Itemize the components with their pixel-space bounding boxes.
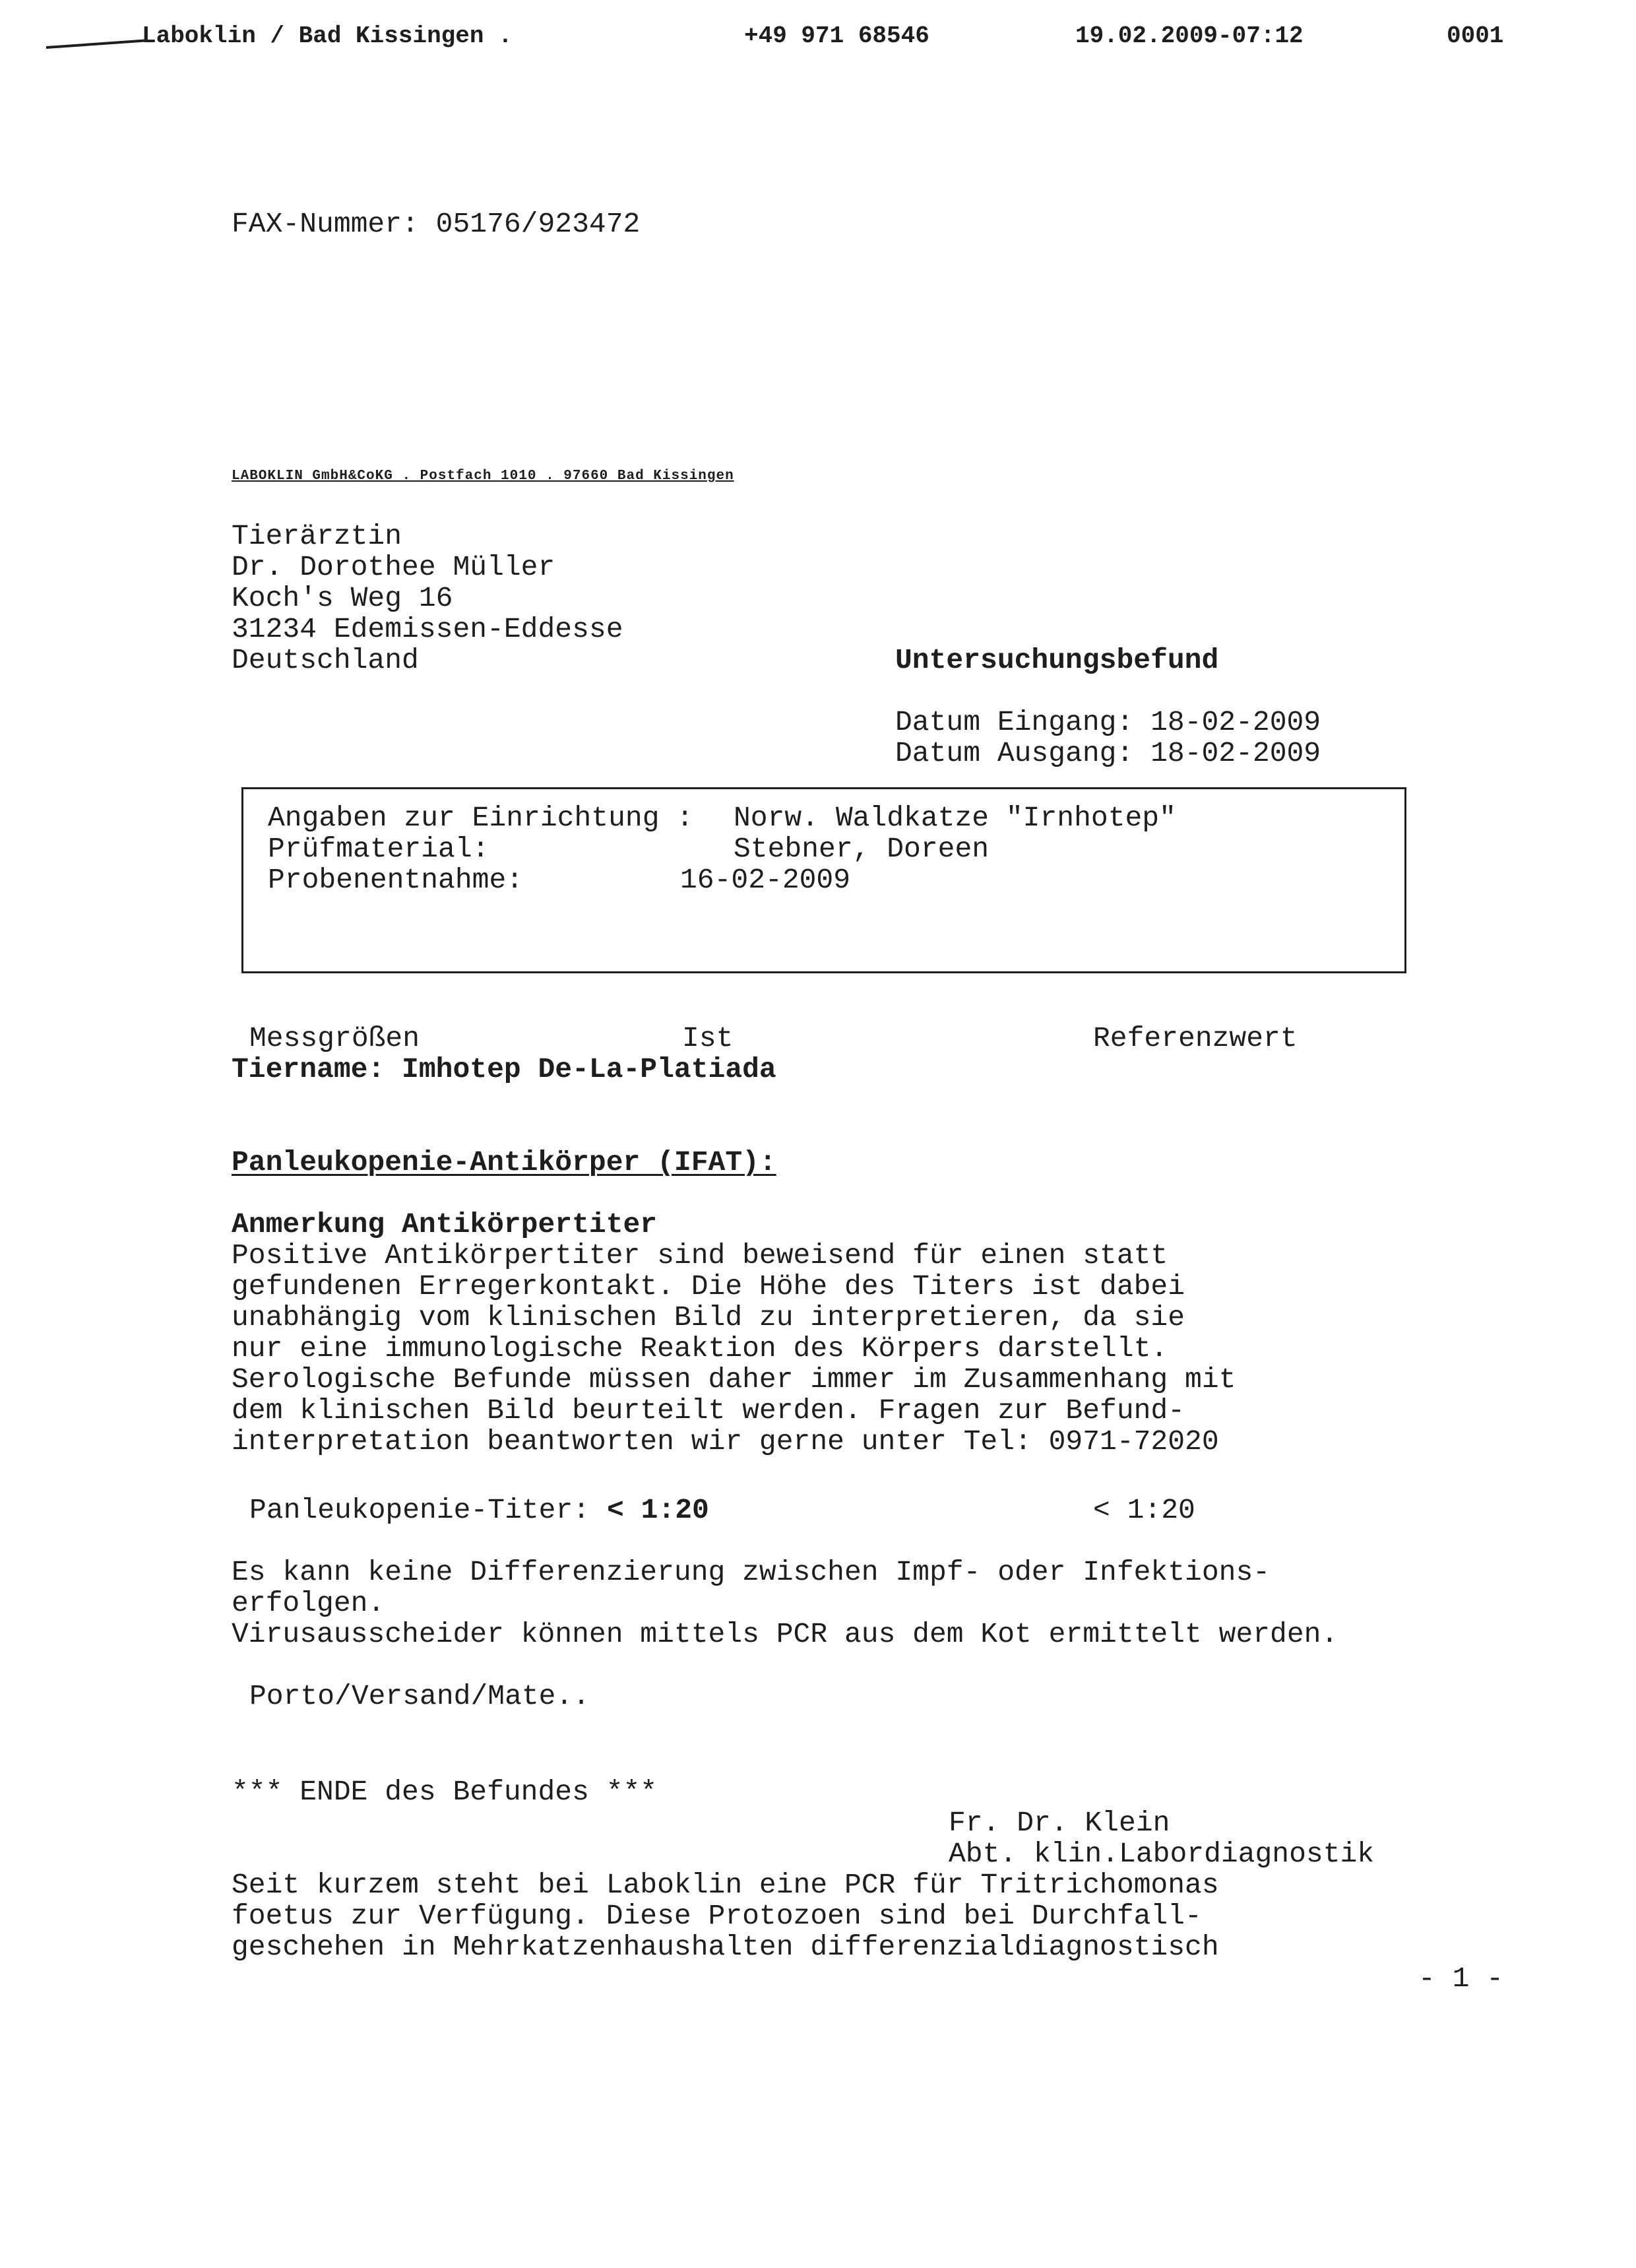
fax-header-phone: +49 971 68546 xyxy=(744,22,929,49)
recipient-line: Dr. Dorothee Müller xyxy=(232,551,555,583)
shipping-line: Porto/Versand/Mate.. xyxy=(249,1680,590,1712)
fax-header-page-number: 0001 xyxy=(1447,22,1504,49)
section-title: Panleukopenie-Antikörper (IFAT): xyxy=(232,1146,776,1179)
recipient-line: Deutschland xyxy=(232,644,419,676)
note-line: nur eine immunologische Reaktion des Körpers darstellt. xyxy=(232,1332,1168,1365)
sender-address-line: LABOKLIN GmbH&CoKG . Postfach 1010 . 97660 Bad Kissingen xyxy=(232,469,734,484)
note-line: dem klinischen Bild beurteilt werden. Fragen zur Befund- xyxy=(232,1394,1185,1427)
result-value: < 1:20 xyxy=(607,1494,709,1526)
fax-number: FAX-Nummer: 05176/923472 xyxy=(232,208,641,240)
fax-header-sender: Laboklin / Bad Kissingen . xyxy=(142,22,513,49)
pen-stroke-mark xyxy=(46,40,145,49)
column-header-actual: Ist xyxy=(682,1022,734,1054)
recipient-line: Tierärztin xyxy=(232,520,402,552)
animal-name: Tiername: Imhotep De-La-Platiada xyxy=(232,1053,776,1085)
signature-department: Abt. klin.Labordiagnostik xyxy=(949,1838,1375,1870)
note-line: Serologische Befunde müssen daher immer im Zusammenhang mit xyxy=(232,1363,1236,1396)
recipient-line: 31234 Edemissen-Eddesse xyxy=(232,613,623,645)
footer-line: Seit kurzem steht bei Laboklin eine PCR für Tritrichomonas xyxy=(232,1869,1219,1901)
followup-line: erfolgen. xyxy=(232,1587,385,1619)
end-marker: *** ENDE des Befundes *** xyxy=(232,1776,658,1808)
column-header-measure: Messgrößen xyxy=(249,1022,420,1054)
info-value-material: Stebner, Doreen xyxy=(734,833,990,865)
date-received: Datum Eingang: 18-02-2009 xyxy=(895,706,1321,738)
info-label-material: Prüfmaterial: xyxy=(268,833,489,865)
result-reference: < 1:20 xyxy=(1093,1494,1195,1526)
report-title: Untersuchungsbefund xyxy=(895,644,1219,676)
followup-line: Es kann keine Differenzierung zwischen Impf- oder Infektions- xyxy=(232,1556,1271,1588)
info-value-facility: Norw. Waldkatze "Irnhotep" xyxy=(734,802,1176,834)
page-marker: - 1 - xyxy=(1418,1962,1504,1995)
followup-line: Virusausscheider können mittels PCR aus dem Kot ermittelt werden. xyxy=(232,1618,1338,1650)
result-label: Panleukopenie-Titer: xyxy=(249,1494,590,1526)
info-label-sampling: Probenentnahme: xyxy=(268,864,524,896)
footer-line: foetus zur Verfügung. Diese Protozoen sind bei Durchfall- xyxy=(232,1900,1202,1932)
column-header-reference: Referenzwert xyxy=(1093,1022,1298,1054)
signature-name: Fr. Dr. Klein xyxy=(949,1807,1170,1839)
info-label-facility: Angaben zur Einrichtung : xyxy=(268,802,694,834)
note-line: interpretation beantworten wir gerne unter Tel: 0971-72020 xyxy=(232,1425,1219,1458)
fax-header-datetime: 19.02.2009-07:12 xyxy=(1075,22,1304,49)
note-line: Positive Antikörpertiter sind beweisend für einen statt xyxy=(232,1239,1168,1272)
recipient-line: Koch's Weg 16 xyxy=(232,582,453,614)
note-line: unabhängig vom klinischen Bild zu interpretieren, da sie xyxy=(232,1301,1185,1334)
note-line: gefundenen Erregerkontakt. Die Höhe des Titers ist dabei xyxy=(232,1270,1185,1303)
footer-line: geschehen in Mehrkatzenhaushalten differenzialdiagnostisch xyxy=(232,1931,1219,1963)
note-title: Anmerkung Antikörpertiter xyxy=(232,1208,658,1241)
info-value-sampling: 16-02-2009 xyxy=(680,864,851,896)
date-sent: Datum Ausgang: 18-02-2009 xyxy=(895,737,1321,769)
